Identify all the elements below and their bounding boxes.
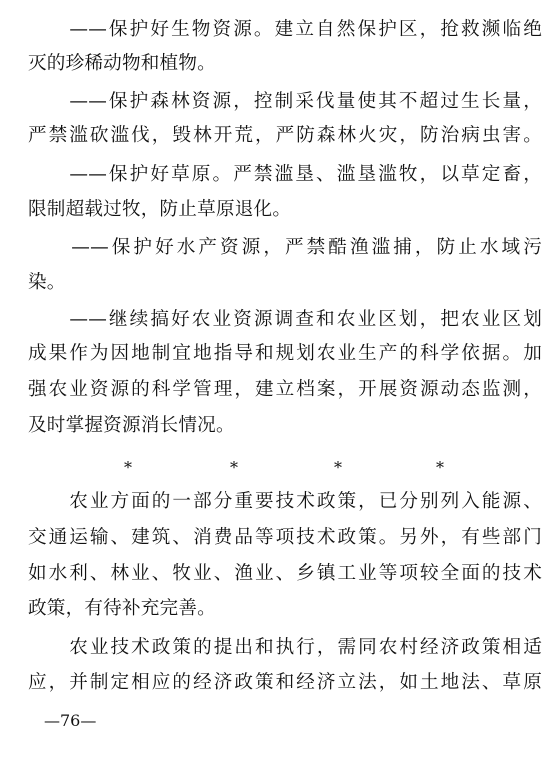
text-line: 严禁滥砍滥伐，毁林开荒，严防森林火灾，防治病虫害。 <box>28 125 542 146</box>
divider-asterisk: * <box>230 458 238 477</box>
text-line: 政策，有待补充完善。 <box>28 598 216 619</box>
text-line: 农业方面的一部分重要技术政策，已分别列入能源、 <box>28 491 542 512</box>
page-number: —76— <box>44 711 97 730</box>
text-line: 及时掌握资源消长情况。 <box>28 415 235 436</box>
divider-asterisk: * <box>124 458 132 477</box>
text-line: 成果作为因地制宜地指导和规划农业生产的科学依据。加 <box>28 343 542 364</box>
divider-asterisk: * <box>334 458 342 477</box>
text-line: 应，并制定相应的经济政策和经济立法，如土地法、草原 <box>28 672 542 693</box>
text-line: ——保护好生物资源。建立自然保护区，抢救濒临绝 <box>28 19 542 40</box>
text-line: 强农业资源的科学管理，建立档案，开展资源动态监测， <box>28 379 542 400</box>
text-line: 交通运输、建筑、消费品等项技术政策。另外，有些部门 <box>28 527 542 548</box>
section-divider <box>0 456 556 480</box>
text-line: 农业技术政策的提出和执行，需同农村经济政策相适 <box>28 637 542 658</box>
text-line: ——保护好水产资源，严禁酷渔滥捕，防止水域污 <box>28 237 542 258</box>
text-line: ——保护森林资源，控制采伐量使其不超过生长量， <box>28 91 542 112</box>
text-line: 染。 <box>28 272 66 293</box>
divider-asterisk: * <box>436 458 444 477</box>
text-line: 灭的珍稀动物和植物。 <box>28 53 216 74</box>
text-line: ——继续搞好农业资源调查和农业区划，把农业区划 <box>28 309 542 330</box>
text-line: 限制超载过牧，防止草原退化。 <box>28 199 292 220</box>
text-line: 如水利、林业、牧业、渔业、乡镇工业等项较全面的技术 <box>28 563 542 584</box>
text-line: ——保护好草原。严禁滥垦、滥垦滥牧，以草定畜， <box>28 164 542 185</box>
